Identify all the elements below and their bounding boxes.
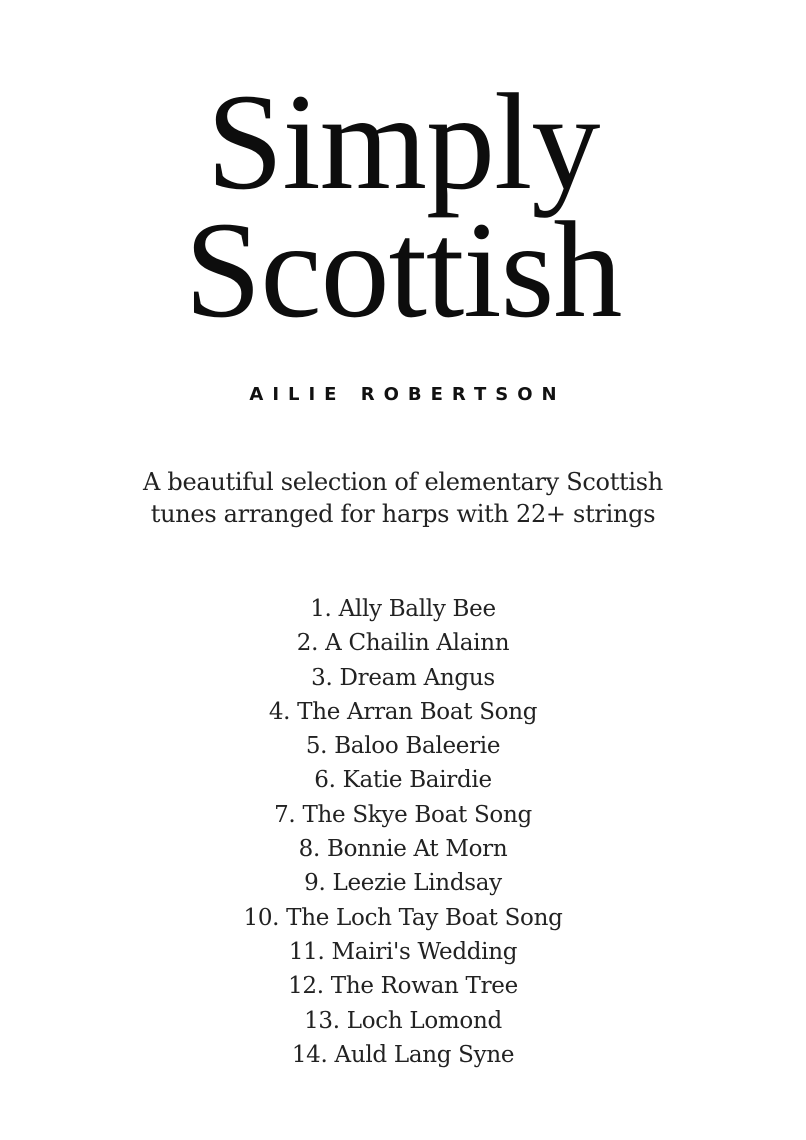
track-item: 3. Dream Angus [311, 664, 495, 691]
track-item: 12. The Rowan Tree [288, 973, 518, 1000]
track-item: 13. Loch Lomond [304, 1007, 502, 1034]
title-line-2: Scottish [184, 193, 622, 346]
subtitle-line-1: A beautiful selection of elementary Scottish [143, 468, 663, 496]
track-item: 6. Katie Bairdie [314, 767, 492, 794]
book-title [0, 65, 806, 346]
subtitle-line-2: tunes arranged for harps with 22+ strings [150, 500, 656, 528]
title-line-1: Simply [206, 65, 600, 218]
track-item: 14. Auld Lang Syne [291, 1041, 515, 1068]
track-item: 5. Baloo Baleerie [305, 733, 501, 760]
track-item: 10. The Loch Tay Boat Song [243, 904, 563, 931]
track-item: 11. Mairi's Wedding [288, 938, 518, 965]
track-item: 2. A Chailin Alainn [296, 630, 510, 657]
track-item: 7. The Skye Boat Song [274, 801, 532, 828]
track-item: 4. The Arran Boat Song [268, 698, 538, 725]
track-item: 8. Bonnie At Morn [298, 836, 508, 863]
track-list [0, 592, 806, 1072]
book-subtitle [60, 466, 746, 530]
author-name: AILIE ROBERTSON [249, 384, 566, 405]
track-item: 9. Leezie Lindsay [304, 870, 502, 897]
track-item: 1. Ally Bally Bee [310, 596, 496, 622]
